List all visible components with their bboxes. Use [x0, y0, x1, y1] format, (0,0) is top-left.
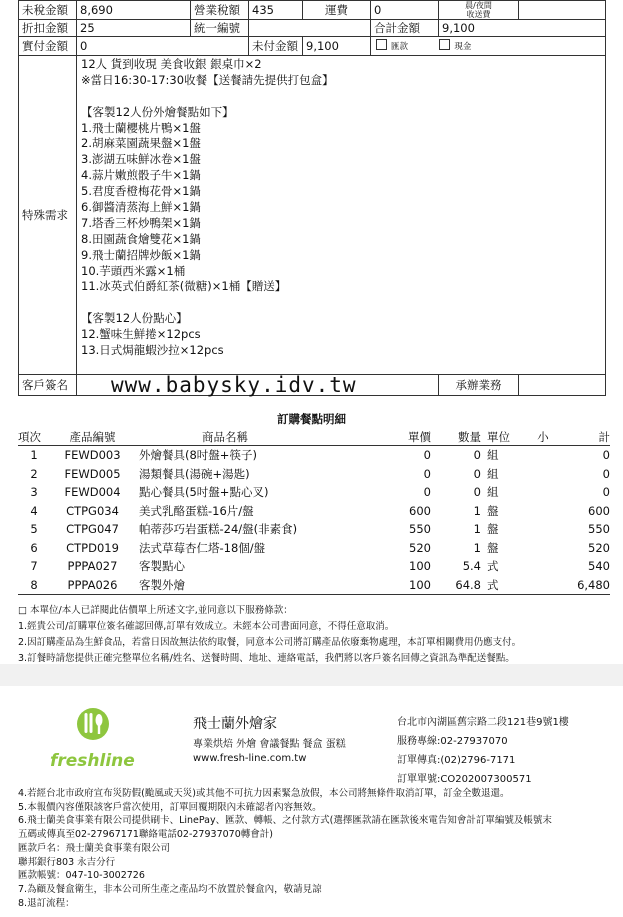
term-1: 5.本報價內容僅限該客戶當次使用，訂單回覆期限內未確認者內容無效。 — [18, 801, 322, 813]
special-line: 【客製12人份外燴餐點如下】 — [81, 104, 234, 119]
item-sub — [523, 520, 563, 539]
item-price: 520 — [409, 540, 431, 555]
notes — [18, 603, 521, 667]
unpaid-label: 未付金額 — [249, 37, 303, 56]
item-name: 美式乳酪蛋糕-16片/盤 — [139, 503, 254, 518]
tax-id-label: 統一編號 — [191, 20, 249, 37]
item-qty: 5.4 — [462, 559, 481, 574]
item-code: CTPG034 — [66, 503, 119, 518]
item-sub — [523, 576, 563, 595]
item-unit: 式 — [487, 559, 499, 574]
note-3: 3.訂餐時請您提供正確完整單位名稱/姓名、送餐時間、地址、連絡電話，我們將以客戶簽名回傳之資訊為準配送餐點。 — [18, 653, 515, 664]
item-no: 5 — [30, 522, 38, 537]
special-line: ※當日16:30-17:30收餐【送餐請先提供打包盒】 — [81, 72, 334, 87]
terms — [18, 787, 552, 910]
table-row — [18, 446, 610, 465]
item-total: 520 — [588, 540, 610, 555]
item-sub — [523, 465, 563, 484]
special-line: 【客製12人份點心】 — [81, 311, 188, 326]
col-name: 商品名稱 — [135, 428, 335, 446]
special-lines — [81, 57, 601, 359]
item-name: 湯類餐具(湯碗+湯匙) — [139, 466, 250, 481]
cash-checkbox[interactable] — [439, 39, 450, 50]
col-code: 產品編號 — [50, 428, 135, 446]
company-fax: 訂單傳真:(02)2796-7171 — [397, 755, 516, 766]
table-row — [18, 465, 610, 484]
remit-checkbox[interactable] — [376, 39, 387, 50]
item-code: FEWD003 — [64, 448, 121, 463]
item-price: 0 — [423, 466, 431, 481]
item-unit: 盤 — [487, 503, 499, 518]
item-unit: 盤 — [487, 522, 499, 537]
item-qty: 0 — [473, 485, 481, 500]
paid-label: 實付金額 — [19, 37, 77, 56]
special-line: 9.飛士蘭招牌炒飯×1鍋 — [81, 247, 201, 262]
item-no: 6 — [30, 540, 38, 555]
item-total: 540 — [588, 559, 610, 574]
time-fee-note-text: 晨/夜間 收送費 — [465, 1, 492, 19]
sales-label: 承辦業務 — [439, 375, 519, 396]
item-unit: 組 — [487, 448, 499, 463]
item-sub — [523, 483, 563, 502]
shipping-label: 運費 — [303, 1, 371, 20]
special-line: 8.田園蔬食燴雙花×1鍋 — [81, 231, 201, 246]
item-name: 客製外燴 — [135, 576, 335, 595]
item-no: 2 — [30, 466, 38, 481]
order-number: 訂單單號:CO202007300571 — [397, 774, 532, 785]
cash-label: 現金 — [454, 42, 472, 52]
company-contact — [397, 713, 569, 789]
item-unit: 組 — [487, 485, 499, 500]
special-line: 7.塔香三杯炒鴨架×1鍋 — [81, 215, 201, 230]
item-unit: 式 — [481, 576, 523, 595]
special-line: 2.胡麻菜園蔬果盤×1盤 — [81, 136, 201, 151]
company-hotline: 服務專線:02-27937070 — [397, 736, 508, 747]
company-tagline: 專業烘焙 外燴 會議餐點 餐盒 蛋糕 — [193, 739, 346, 750]
term-8: 8.退訂流程： — [18, 897, 75, 909]
item-code: FEWD004 — [64, 485, 121, 500]
item-name: 點心餐具(5吋盤+點心叉) — [139, 485, 269, 500]
col-total: 計 — [563, 428, 610, 446]
item-code: PPPA026 — [50, 576, 135, 595]
time-fee-value — [519, 1, 606, 20]
item-qty: 64.8 — [431, 576, 481, 595]
total-label: 合計金額 — [371, 20, 439, 37]
item-price: 600 — [409, 503, 431, 518]
col-price: 單價 — [335, 428, 431, 446]
item-total: 600 — [588, 503, 610, 518]
table-row — [18, 483, 610, 502]
company-website[interactable]: www.fresh-line.com.tw — [193, 753, 307, 764]
special-label: 特殊需求 — [19, 56, 77, 375]
item-code: FEWD005 — [64, 466, 121, 481]
order-summary-form — [18, 0, 605, 396]
item-sub — [523, 502, 563, 521]
term-5: 聯邦銀行803 永吉分行 — [18, 856, 116, 868]
special-line: 10.芋頭西米露×1桶 — [81, 263, 186, 278]
special-line: 12.蟹味生鮮捲×12pcs — [81, 327, 201, 342]
item-qty: 0 — [473, 448, 481, 463]
col-sub: 小 — [523, 428, 563, 446]
item-unit: 組 — [487, 466, 499, 481]
item-total: 0 — [602, 466, 610, 481]
item-price: 550 — [409, 522, 431, 537]
special-line: 12人 貨到收現 美食收銀 銀桌巾×2 — [81, 57, 262, 71]
note-2: 2.因訂購產品為生鮮食品，若當日因故無法依約取餐，同意本公司將訂購產品依廢棄物處理，本訂單相關費用仍應支付。 — [18, 637, 522, 648]
special-line: 6.御醬清蒸海上鮮×1鍋 — [81, 200, 201, 215]
term-4: 匯款戶名：飛士蘭美食事業有限公司 — [18, 842, 171, 854]
special-line: 4.蒜片嫩煎骰子牛×1鍋 — [81, 168, 201, 183]
business-tax-label: 營業稅額 — [191, 1, 249, 20]
item-qty: 0 — [473, 466, 481, 481]
signature-label: 客戶簽名 — [19, 375, 77, 396]
total-value: 9,100 — [439, 20, 606, 37]
item-total: 0 — [602, 448, 610, 463]
item-unit: 盤 — [487, 540, 499, 555]
special-line: 5.君度香橙梅花骨×1鍋 — [81, 184, 201, 199]
detail-title: 訂購餐點明細 — [277, 412, 346, 426]
term-0: 4.若經台北市政府宣布災防假(颱風或天災)或其他不可抗力因素緊急放假，本公司將無條件取消訂單，訂金全數退還。 — [18, 788, 510, 799]
tax-id-value — [249, 20, 371, 37]
shipping-value: 0 — [371, 1, 439, 20]
item-name: 外燴餐具(8吋盤+筷子) — [139, 448, 257, 463]
special-line — [81, 89, 601, 105]
paid-value: 0 — [77, 37, 249, 56]
special-line: 3.澎湖五味鮮冰卷×1盤 — [81, 152, 201, 167]
order-detail-table — [18, 428, 610, 595]
item-no: 8 — [18, 576, 50, 595]
item-price: 100 — [335, 576, 431, 595]
item-no: 1 — [30, 448, 38, 463]
term-7: 7.為顧及餐盒衛生，非本公司所生產之產品均不放置於餐盒內，敬請見諒 — [18, 883, 322, 895]
item-qty: 1 — [473, 540, 481, 555]
sales-value — [519, 375, 606, 396]
item-code: CTPD019 — [66, 540, 119, 555]
unpaid-value: 9,100 — [303, 37, 371, 56]
logo-text: freshline — [50, 751, 135, 771]
signature-field[interactable] — [77, 375, 439, 396]
special-line: 11.冰英式伯爵紅茶(微糖)×1桶【贈送】 — [81, 279, 287, 294]
table-row — [18, 502, 610, 521]
company-address: 台北市內湖區舊宗路二段121巷9號1樓 — [397, 717, 569, 728]
untaxed-value: 8,690 — [77, 1, 191, 20]
discount-label: 折扣金額 — [19, 20, 77, 37]
business-tax-value: 435 — [249, 1, 303, 20]
col-unit: 單位 — [481, 428, 523, 446]
note-1: 1.經貴公司/訂購單位簽名確認回傳,訂單有效成立。未經本公司書面同意，不得任意取消。 — [18, 621, 395, 632]
freshline-logo — [48, 707, 158, 777]
item-total: 550 — [588, 522, 610, 537]
item-code: CTPG047 — [66, 522, 119, 537]
discount-value: 25 — [77, 20, 191, 37]
term-2: 6.飛士蘭美食事業有限公司提供刷卡、LinePay、匯款、轉帳、之付款方式(選擇匯款請在匯款後來電告知會計訂單編號及帳號末 — [18, 815, 552, 827]
item-no: 3 — [30, 485, 38, 500]
table-row — [18, 557, 610, 576]
company-name: 飛士蘭外燴家 — [193, 716, 277, 732]
item-no: 7 — [30, 559, 38, 574]
item-sub — [523, 557, 563, 576]
item-sub — [523, 446, 563, 465]
item-price: 100 — [409, 559, 431, 574]
col-qty: 數量 — [431, 428, 481, 446]
remit-label: 匯款 — [391, 42, 409, 52]
watermark-url: www.babysky.idv.tw — [111, 373, 357, 397]
item-qty: 1 — [473, 503, 481, 518]
item-code: PPPA027 — [67, 559, 118, 574]
special-line: 1.飛士蘭櫻桃片鴨×1盤 — [81, 120, 201, 135]
note-0: □ 本單位/本人已詳閱此估價單上所述文字,並同意以下服務條款： — [18, 605, 293, 616]
item-no: 4 — [30, 503, 38, 518]
item-total: 0 — [602, 485, 610, 500]
fork-spoon-icon — [48, 707, 158, 777]
term-3: 五碼或傳真至02-27967171聯絡電話02-27937070轉會計) — [18, 829, 273, 841]
table-row — [18, 576, 610, 595]
item-sub — [523, 539, 563, 558]
payment-method — [371, 37, 606, 56]
special-requests — [77, 56, 606, 375]
col-no: 項次 — [18, 428, 50, 446]
item-name: 法式草莓杏仁塔-18個/盤 — [139, 540, 266, 555]
time-fee-note — [439, 1, 519, 20]
item-name: 帕蒂莎巧岩蛋糕-24/盤(非素食) — [139, 522, 298, 537]
term-6: 匯款帳號：047-10-3002726 — [18, 870, 145, 882]
item-price: 0 — [423, 485, 431, 500]
item-price: 0 — [423, 448, 431, 463]
special-line — [81, 295, 601, 311]
separator-band — [0, 664, 623, 686]
item-qty: 1 — [473, 522, 481, 537]
untaxed-label: 未稅金額 — [19, 1, 77, 20]
item-name: 客製點心 — [139, 559, 185, 574]
table-row — [18, 520, 610, 539]
special-line: 13.日式焗龍蝦沙拉×12pcs — [81, 343, 224, 358]
table-row — [18, 539, 610, 558]
item-total: 6,480 — [563, 576, 610, 595]
